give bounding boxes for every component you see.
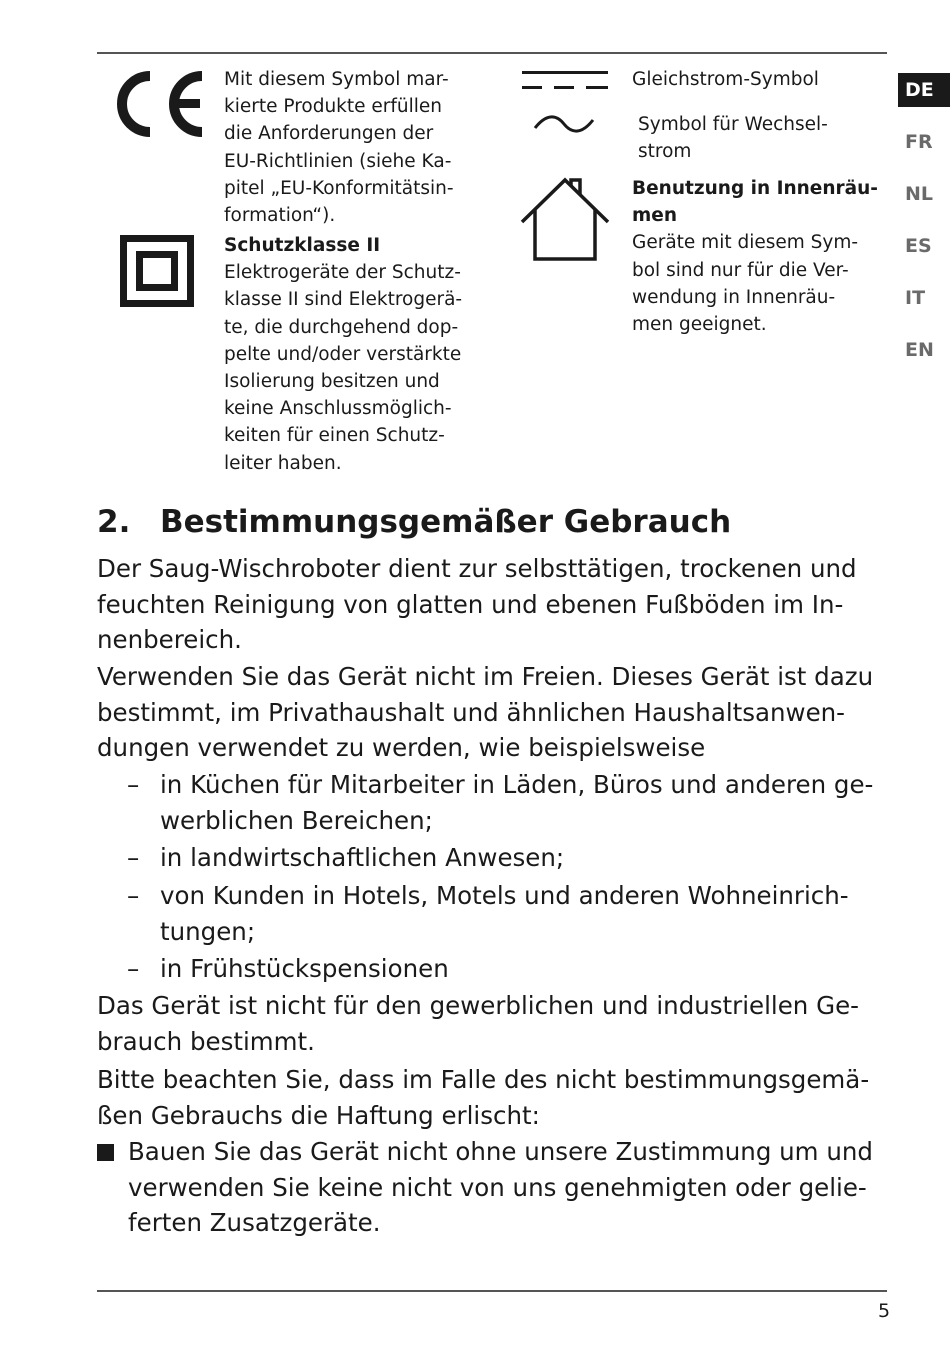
- indoor-description: Benutzung in Innenräu- men Geräte mit diesem Sym- bol sind nur für die Ver- wendung in Innenräu- men geeignet.: [632, 175, 878, 338]
- lang-tab-it[interactable]: IT: [905, 287, 926, 309]
- paragraph-not-commercial: Das Gerät ist nicht für den gewerblichen und industriellen Ge- brauch bestimmt.: [97, 991, 860, 1056]
- section-heading: [97, 498, 731, 546]
- dash-marker: –: [127, 843, 140, 872]
- alternating-current-icon: [532, 112, 596, 136]
- ce-description: Mit diesem Symbol mar- kierte Produkte erfüllen die Anforderungen der EU-Richtlinien (siehe Ka- pitel „EU-Konformitätsin- formation“).: [224, 69, 454, 227]
- indoor-use-house-icon: [520, 176, 610, 262]
- ce-mark-icon: [106, 68, 208, 140]
- dc-description: Gleichstrom-Symbol: [632, 69, 819, 90]
- class2-description: Schutzklasse II Elektrogeräte der Schutz- klasse II sind Elektrogerä- te, die durchgehend dop- pelte und/oder verstärkte Isolierung besitzen und keine Anschlussmöglich- keiten für einen Schutz- leiter haben.: [224, 232, 462, 477]
- section-number: 2.: [97, 504, 131, 540]
- protection-class-ii-icon: [120, 235, 194, 307]
- square-bullet-icon: [97, 1144, 114, 1161]
- class2-title: Schutzklasse II: [224, 235, 381, 256]
- paragraph-intended-use: Der Saug-Wischroboter dient zur selbsttätigen, trockenen und feuchten Reinigung von glatten und ebenen Fußböden im In- nenbereich.: [97, 554, 857, 654]
- lang-tab-fr[interactable]: FR: [905, 131, 933, 153]
- bottom-rule: [97, 1290, 887, 1292]
- top-rule: [97, 52, 887, 54]
- lang-tab-es[interactable]: ES: [905, 235, 932, 257]
- indoor-title-line-2: men: [632, 205, 677, 227]
- indoor-title-line-1: Benutzung in Innenräu-: [632, 178, 878, 199]
- dash-marker: –: [127, 954, 140, 983]
- ac-description: Symbol für Wechsel- strom: [638, 114, 828, 163]
- paragraph-liability: Bitte beachten Sie, dass im Falle des nicht bestimmungsgemä- ßen Gebrauchs die Haftung erlischt:: [97, 1065, 870, 1130]
- lang-tab-en[interactable]: EN: [905, 339, 934, 361]
- lang-tab-nl[interactable]: NL: [905, 183, 934, 205]
- paragraph-outdoor-warning: Verwenden Sie das Gerät nicht im Freien. Dieses Gerät ist dazu bestimmt, im Privathaushalt und ähnlichen Haushaltsanwen- dungen verwendet zu werden, wie beispielsweise: [97, 662, 874, 762]
- dash-marker: –: [127, 881, 140, 910]
- section-title: Bestimmungsgemäßer Gebrauch: [160, 504, 732, 540]
- direct-current-icon: [522, 68, 608, 92]
- lang-tab-de[interactable]: DE: [898, 73, 950, 107]
- dash-marker: –: [127, 770, 140, 799]
- page-number: 5: [878, 1300, 891, 1322]
